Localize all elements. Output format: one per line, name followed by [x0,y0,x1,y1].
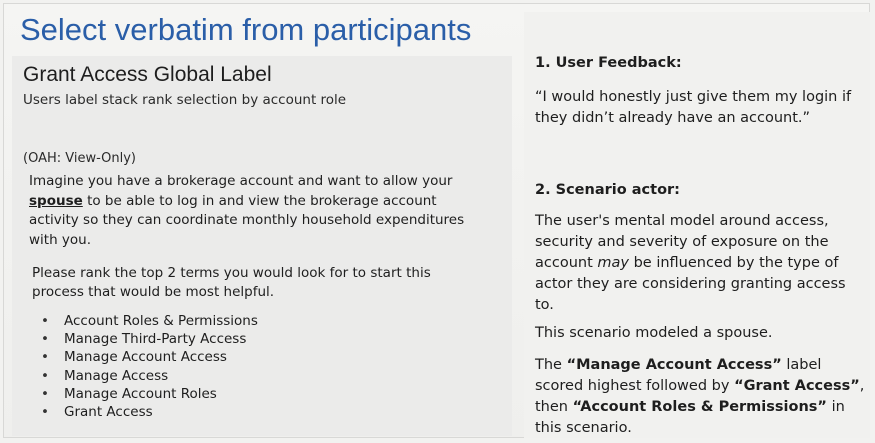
result-summary [535,355,865,439]
slide-title: Select verbatim from participants [20,12,472,47]
list-item: • Account Roles & Permissions [64,312,258,330]
result-text: in this scenario. [535,399,845,436]
result-label-1: “Manage Account Access” [566,357,782,373]
actor-description [535,211,865,316]
list-item: • Grant Access [64,403,258,421]
scenario-text [29,172,469,250]
scenario-text-end: to be able to log in and view the brokerage account activity so they can coordinate monthly household expenditures with you. [29,192,465,248]
term-options-list [64,312,258,421]
scenario-text-start: Imagine you have a brokerage account and want to allow your [29,173,453,189]
right-panel [524,12,870,438]
actor-text-end: be influenced by the type of actor they are considering granting access to. [535,255,846,313]
section-subheading: Users label stack rank selection by account role [23,92,347,108]
result-text: , then [535,378,865,415]
context-label: (OAH: View-Only) [23,151,137,166]
ranking-instruction: Please rank the top 2 terms you would look for to start this process that would be most helpful. [32,265,431,300]
result-label-3: “Account Roles & Permissions” [572,399,827,415]
actor-heading: 2. Scenario actor: [535,182,680,198]
section-heading: Grant Access Global Label [23,63,272,86]
list-item: • Manage Account Access [64,348,258,366]
result-text: label scored highest followed by [535,357,822,394]
scenario-emphasis: spouse [29,192,83,209]
list-item: • Manage Third-Party Access [64,330,258,348]
left-panel [12,56,512,436]
list-item: • Manage Access [64,367,258,385]
result-label-2: “Grant Access” [734,378,860,394]
feedback-heading: 1. User Feedback: [535,55,682,71]
actor-text-italic: may [597,255,629,271]
result-text: The [535,357,562,373]
actor-text-start: The user's mental model around access, security and severity of exposure on the account [535,213,829,271]
list-item: • Manage Account Roles [64,385,258,403]
slide [3,3,870,438]
feedback-quote: “I would honestly just give them my login if they didn’t already have an account.” [535,89,852,126]
modeled-note: This scenario modeled a spouse. [535,325,773,341]
